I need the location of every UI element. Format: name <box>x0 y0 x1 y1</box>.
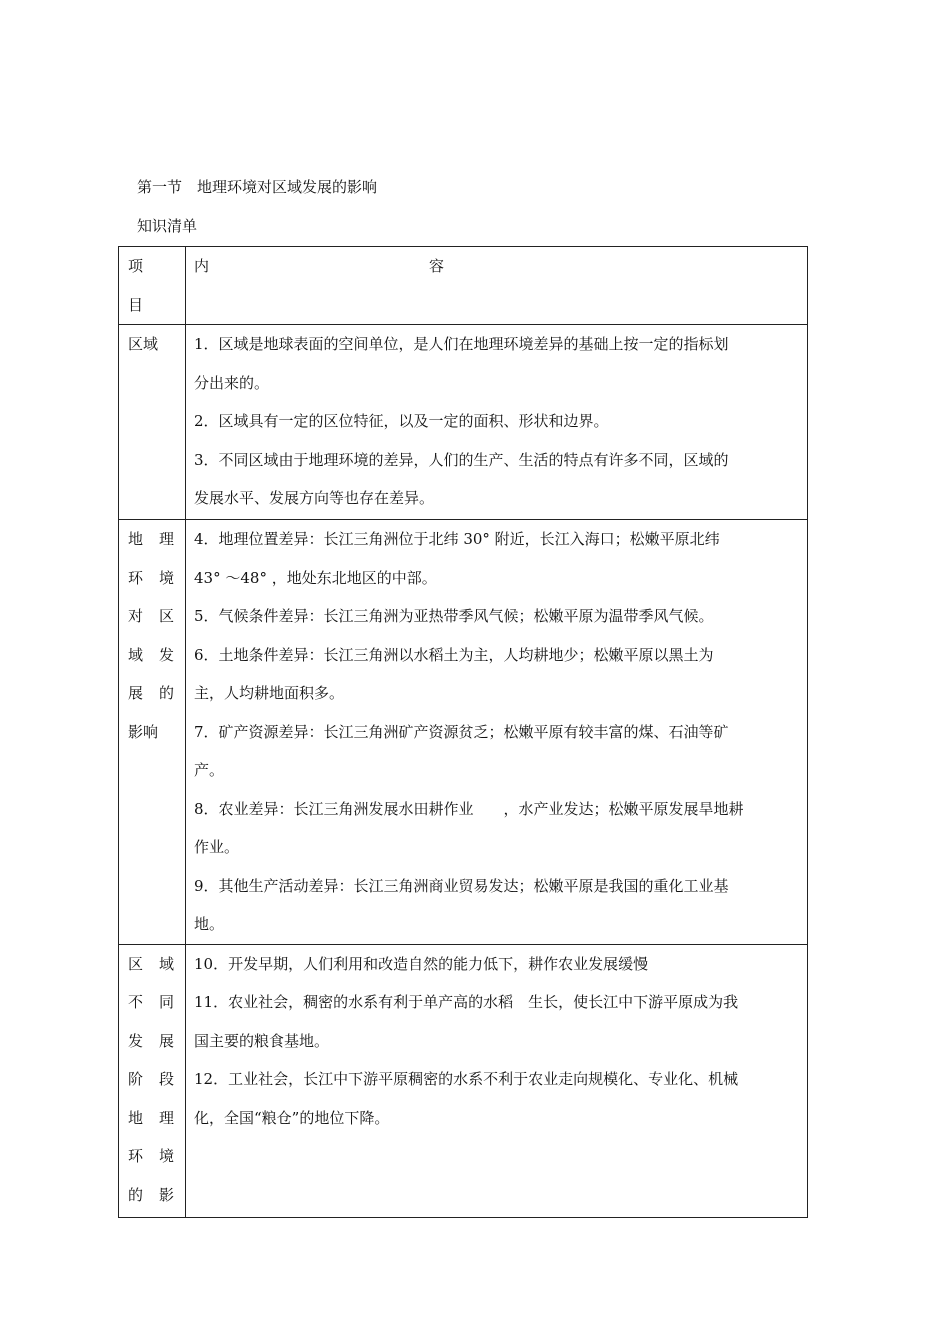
content-line: 发展水平、发展方向等也存在差异。 <box>194 489 435 507</box>
header-content-label <box>186 247 444 286</box>
content-line: 43° ～48° ，地处东北地区的中部。 <box>194 568 437 587</box>
row-label-cell <box>119 944 186 1217</box>
content-line: 国主要的粮食基地。 <box>194 1031 330 1050</box>
table-row-environment-impact <box>119 520 808 945</box>
header-content-char: 内 <box>194 257 210 275</box>
content-line: 化，全国“粮仓”的地位下降。 <box>194 1108 390 1127</box>
content-line: 1．区域是地球表面的空间单位，是人们在地理环境差异的基础上按一定的指标划 <box>194 335 729 353</box>
row-label-line: 环 境 <box>128 1147 174 1165</box>
header-item-cell <box>119 247 186 325</box>
header-content-char: 容 <box>428 257 444 275</box>
row-content-cell <box>186 944 808 1217</box>
row-label-line: 展 的 <box>128 684 174 702</box>
content-line: 2．区域具有一定的区位特征，以及一定的面积、形状和边界。 <box>194 412 609 430</box>
content-line: 7．矿产资源差异：长江三角洲矿产资源贫乏；松嫩平原有较丰富的煤、石油等矿 <box>194 722 729 741</box>
header-content-cell <box>186 247 808 325</box>
content-line: 分出来的。 <box>194 373 270 392</box>
content-line: 作业。 <box>194 838 240 856</box>
knowledge-list-heading: 知识清单 <box>137 217 198 235</box>
content-line: 地。 <box>194 915 225 933</box>
row-label-cell <box>119 520 186 945</box>
content-line: 6．土地条件差异：长江三角洲以水稻土为主，人均耕地少；松嫩平原以黑土为 <box>194 645 714 664</box>
row-label-line: 区 域 <box>128 954 174 973</box>
content-line: 3．不同区域由于地理环境的差异，人们的生产、生活的特点有许多不同，区域的 <box>194 450 729 469</box>
row-content-cell <box>186 325 808 520</box>
table-row-development-stages <box>119 944 808 1217</box>
content-line: 4．地理位置差异：长江三角洲位于北纬 30° 附近，长江入海口；松嫩平原北纬 <box>194 530 720 548</box>
row-label-line: 地 理 <box>128 1108 174 1127</box>
row-label-cell <box>119 325 186 520</box>
content-line: 产。 <box>194 761 225 779</box>
content-line: 11．农业社会，稠密的水系有利于单产高的水稻 生长，使长江中下游平原成为我 <box>194 993 739 1011</box>
row-label-line: 阶 段 <box>128 1070 174 1088</box>
header-item-line: 目 <box>128 295 144 314</box>
table-header-row <box>119 247 808 325</box>
row-label-line: 的 影 <box>128 1185 174 1204</box>
row-label-line: 环 境 <box>128 568 174 587</box>
knowledge-table <box>118 246 808 1218</box>
content-line: 8．农业差异：长江三角洲发展水田耕作业 ，水产业发达；松嫩平原发展旱地耕 <box>194 799 744 818</box>
content-line: 10．开发早期，人们利用和改造自然的能力低下，耕作农业发展缓慢 <box>194 954 649 973</box>
row-label: 区域 <box>128 335 159 353</box>
row-label-line: 发 展 <box>128 1031 174 1050</box>
content-line: 5．气候条件差异：长江三角洲为亚热带季风气候；松嫩平原为温带季风气候。 <box>194 607 714 625</box>
content-line: 9．其他生产活动差异：长江三角洲商业贸易发达；松嫩平原是我国的重化工业基 <box>194 876 729 895</box>
table-row-region <box>119 325 808 520</box>
section-title: 第一节 地理环境对区域发展的影响 <box>137 178 378 196</box>
row-label-line: 域 发 <box>128 645 174 664</box>
row-content-cell <box>186 520 808 945</box>
row-label-line: 不 同 <box>128 993 174 1011</box>
content-line: 12．工业社会，长江中下游平原稠密的水系不利于农业走向规模化、专业化、机械 <box>194 1070 739 1088</box>
header-item-line: 项 <box>128 257 144 275</box>
row-label-line: 对 区 <box>128 607 174 625</box>
row-label-line: 影响 <box>128 722 159 741</box>
content-line: 主，人均耕地面积多。 <box>194 684 345 702</box>
row-label-line: 地 理 <box>128 530 174 548</box>
